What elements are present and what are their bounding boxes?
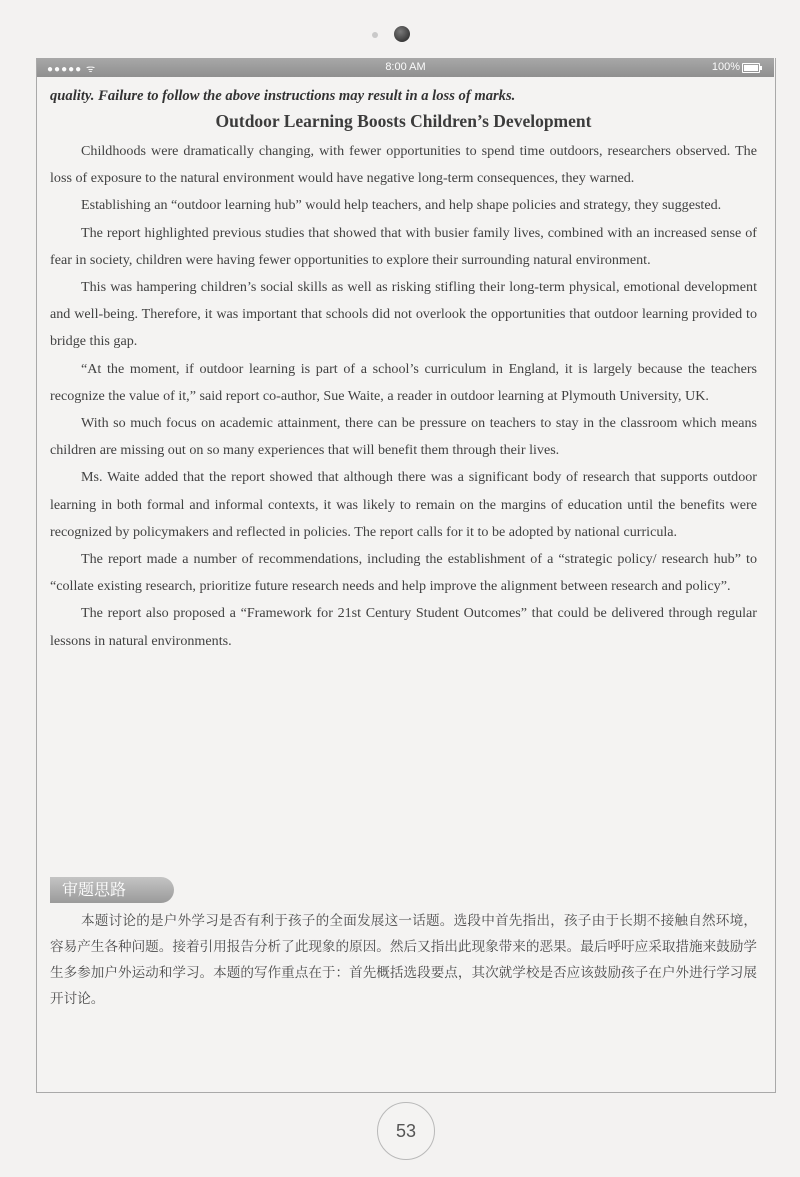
camera-lens bbox=[394, 26, 410, 42]
front-camera bbox=[372, 26, 432, 44]
analysis-text: 本题讨论的是户外学习是否有利于孩子的全面发展这一话题。选段中首先指出，孩子由于长期不接触自然环境，容易产生各种问题。接着引用报告分析了此现象的原因。然后又指出此现象带来的恶果。最后呼吁应采取措施来鼓励学生多参加户外运动和学习。本题的写作重点在于：首先概括选段要点，其次就学校是否应该鼓励孩子在户外进行学习展开讨论。 bbox=[50, 913, 757, 1007]
article-paragraph: The report also proposed a “Framework for 21st Century Student Outcomes” that could be delivered through regular lessons in natural environments. bbox=[50, 605, 757, 649]
instructions-line: quality. Failure to follow the above instructions may result in a loss of marks. bbox=[50, 88, 516, 104]
status-time: 8:00 AM bbox=[385, 61, 426, 73]
battery-percent: 100% bbox=[711, 61, 740, 73]
page-number: 53 bbox=[377, 1102, 435, 1160]
camera-sensor-dot bbox=[372, 32, 378, 38]
article-paragraph: This was hampering children’s social skills as well as risking stifling their long-term physical, emotional development and well-being. Therefore, it was important that schools did not overlook the opportunities that outdoor learning provided to bridge this gap. bbox=[50, 279, 757, 350]
article-paragraph: Childhoods were dramatically changing, with fewer opportunities to spend time outdoors, researchers observed. The loss of exposure to the natural environment would have negative long-term consequences, they warned. bbox=[50, 143, 757, 187]
article-paragraph: Establishing an “outdoor learning hub” would help teachers, and help shape policies and strategy, they suggested. bbox=[81, 197, 722, 214]
article-paragraph: “At the moment, if outdoor learning is part of a school’s curriculum in England, it is largely because the teachers recognize the value of it,” said report co-author, Sue Waite, a reader in outdoor learning at Plymouth University, UK. bbox=[50, 360, 757, 404]
analysis-section-tag: 审题思路 bbox=[50, 877, 174, 903]
article-paragraph: The report highlighted previous studies that showed that with busier family lives, combined with an increased sense of fear in society, children were having fewer opportunities to explore their surrounding natural environment. bbox=[50, 224, 757, 268]
battery-icon bbox=[742, 63, 760, 73]
signal-icon: ●●●●● ᯤ bbox=[47, 64, 97, 75]
article-paragraph: Ms. Waite added that the report showed that although there was a significant body of research that supports outdoor learning in both formal and informal contexts, it was likely to remain on the margins of education until the benefits were recognized by policymakers and reflected in policies. The report calls for it to be adopted by national curricula. bbox=[50, 469, 757, 540]
article-title: Outdoor Learning Boosts Children’s Development bbox=[215, 111, 592, 131]
status-bar bbox=[37, 58, 774, 77]
article-content bbox=[50, 88, 757, 655]
article-paragraph: With so much focus on academic attainment, there can be pressure on teachers to stay in the classroom which means children are missing out on so many experiences that will benefit them through their lives. bbox=[50, 415, 757, 459]
article-paragraph: The report made a number of recommendations, including the establishment of a “strategic policy/ research hub” to “collate existing research, prioritize future research needs and help improve the alignment between research and policy”. bbox=[50, 551, 757, 595]
